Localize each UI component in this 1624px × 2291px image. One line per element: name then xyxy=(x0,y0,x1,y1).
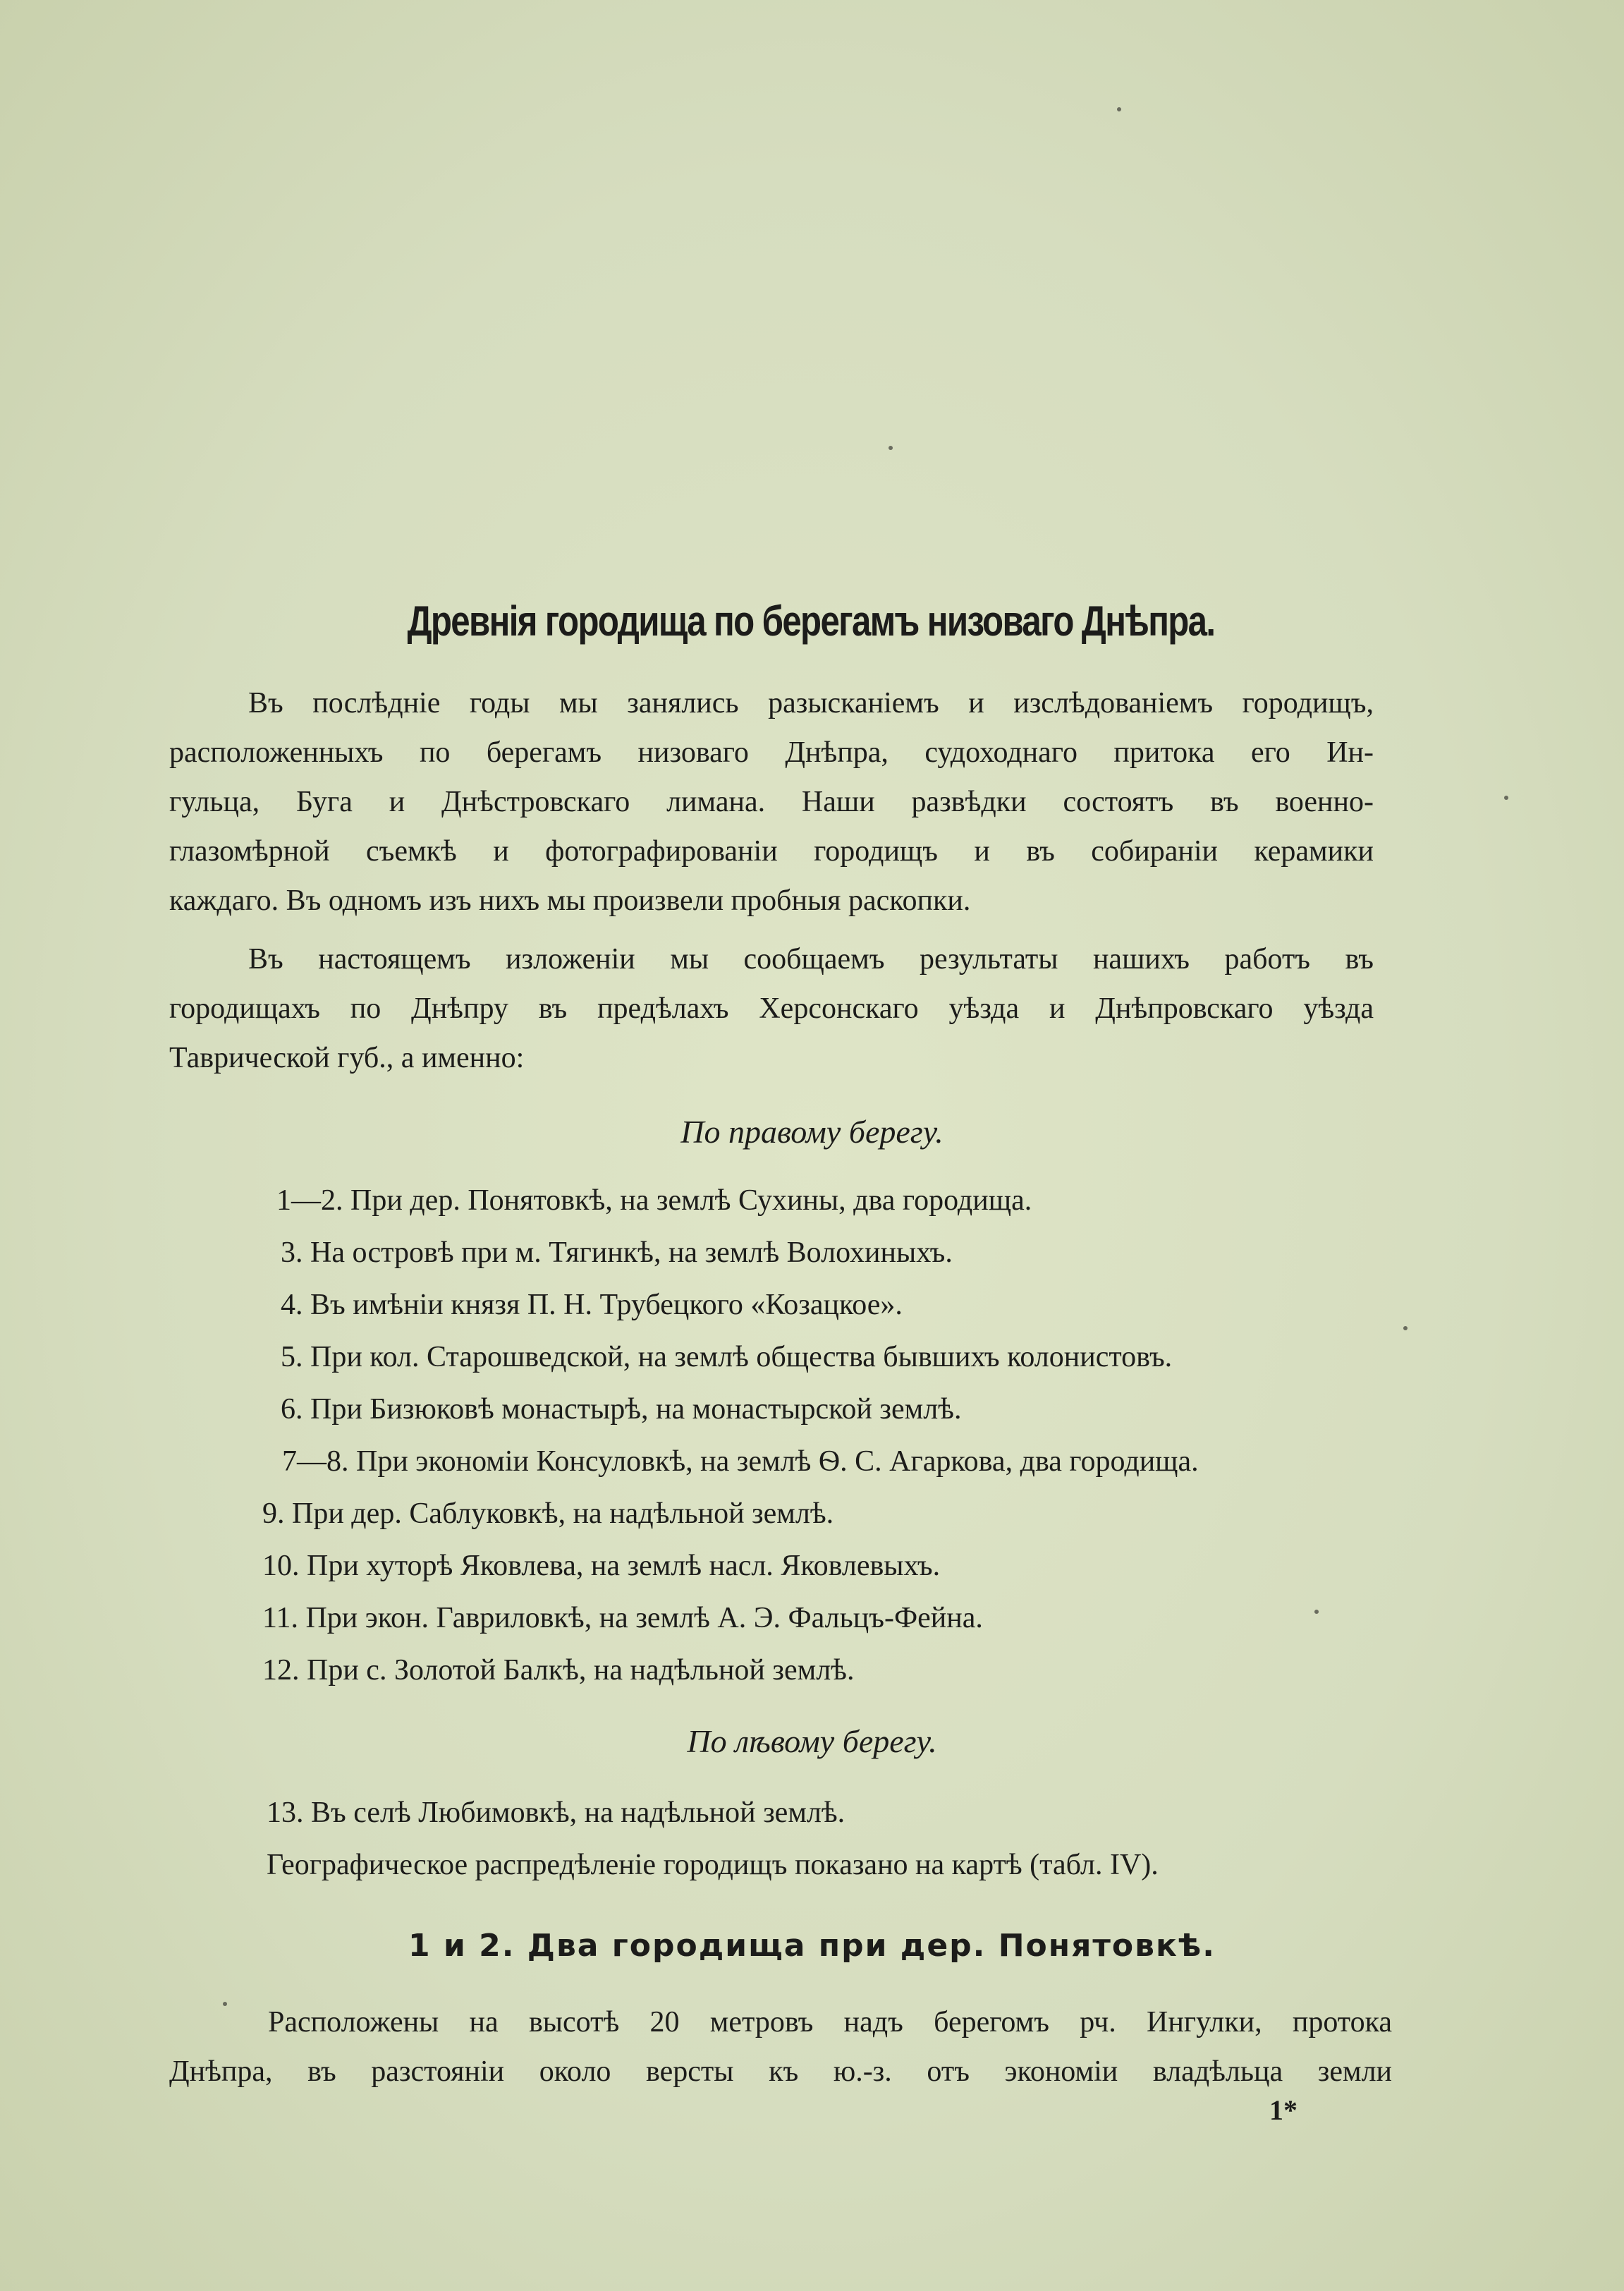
text-line: городищахъ по Днѣпру въ предѣлахъ Херсонскаго уѣзда и Днѣпровскаго уѣзда xyxy=(169,992,1374,1025)
right-bank-heading: По правому берегу. xyxy=(680,1114,944,1150)
text-line: Въ настоящемъ изложеніи мы сообщаемъ результаты нашихъ работъ въ xyxy=(248,943,1374,976)
page-number: 1* xyxy=(1269,2094,1298,2126)
ink-speck xyxy=(1314,1610,1319,1614)
text-line: Днѣпра, въ разстояніи около версты къ ю.-з. отъ экономіи владѣльца земли xyxy=(169,2055,1392,2088)
section-paragraph xyxy=(169,1998,1392,2096)
text-line: глазомѣрной съемкѣ и фотографированіи городищъ и въ собираніи керамики xyxy=(169,835,1374,868)
site-list-item: 1—2. При дер. Понятовкѣ, на землѣ Сухины, два городища. xyxy=(276,1184,1032,1217)
results-paragraph xyxy=(169,935,1374,1083)
ink-speck xyxy=(223,2002,227,2006)
text-line: гульца, Буга и Днѣстровскаго лимана. Наши развѣдки состоятъ въ военно- xyxy=(169,786,1374,818)
page-title: Древнія городища по берегамъ низоваго Днѣпра. xyxy=(407,597,1215,645)
site-list-item: 7—8. При экономіи Консуловкѣ, на землѣ Ѳ. С. Агаркова, два городища. xyxy=(282,1445,1199,1478)
map-reference-line: Географическое распредѣленіе городищъ показано на картѣ (табл. IV). xyxy=(267,1849,1159,1881)
site-list-item: 3. На островѣ при м. Тягинкѣ, на землѣ Волохиныхъ. xyxy=(281,1236,953,1269)
text-line: Таврической губ., а именно: xyxy=(169,1042,525,1074)
ink-speck xyxy=(1117,107,1121,111)
site-list-item: 6. При Бизюковѣ монастырѣ, на монастырской землѣ. xyxy=(281,1393,962,1426)
text-line: Въ послѣдніе годы мы занялись разысканіемъ и изслѣдованіемъ городищъ, xyxy=(248,687,1374,719)
ink-speck xyxy=(1403,1326,1408,1330)
ink-speck xyxy=(889,446,893,450)
left-bank-heading: По лѣвому берегу. xyxy=(687,1723,937,1759)
site-list-item: 9. При дер. Саблуковкѣ, на надѣльной землѣ. xyxy=(262,1497,834,1530)
site-list-item: 11. При экон. Гавриловкѣ, на землѣ А. Э. Фальцъ-Фейна. xyxy=(262,1602,983,1634)
text-line: каждаго. Въ одномъ изъ нихъ мы произвели пробныя раскопки. xyxy=(169,885,971,917)
site-list-item: 10. При хуторѣ Яковлева, на землѣ насл. Яковлевыхъ. xyxy=(262,1550,941,1582)
section-title: 1 и 2. Два городища при дер. Понятовкѣ. xyxy=(408,1928,1216,1964)
site-list-item: 12. При с. Золотой Балкѣ, на надѣльной землѣ. xyxy=(262,1654,855,1687)
intro-paragraph xyxy=(169,679,1374,925)
site-list-item: 13. Въ селѣ Любимовкѣ, на надѣльной землѣ. xyxy=(267,1797,845,1829)
site-list-item: 5. При кол. Старошведской, на землѣ общества бывшихъ колонистовъ. xyxy=(281,1341,1173,1373)
text-line: расположенныхъ по берегамъ низоваго Днѣпра, судоходнаго притока его Ин- xyxy=(169,736,1374,769)
text-line: Расположены на высотѣ 20 метровъ надъ берегомъ рч. Ингулки, протока xyxy=(268,2006,1392,2038)
ink-speck xyxy=(1504,796,1508,800)
site-list-item: 4. Въ имѣніи князя П. Н. Трубецкого «Козацкое». xyxy=(281,1289,903,1321)
